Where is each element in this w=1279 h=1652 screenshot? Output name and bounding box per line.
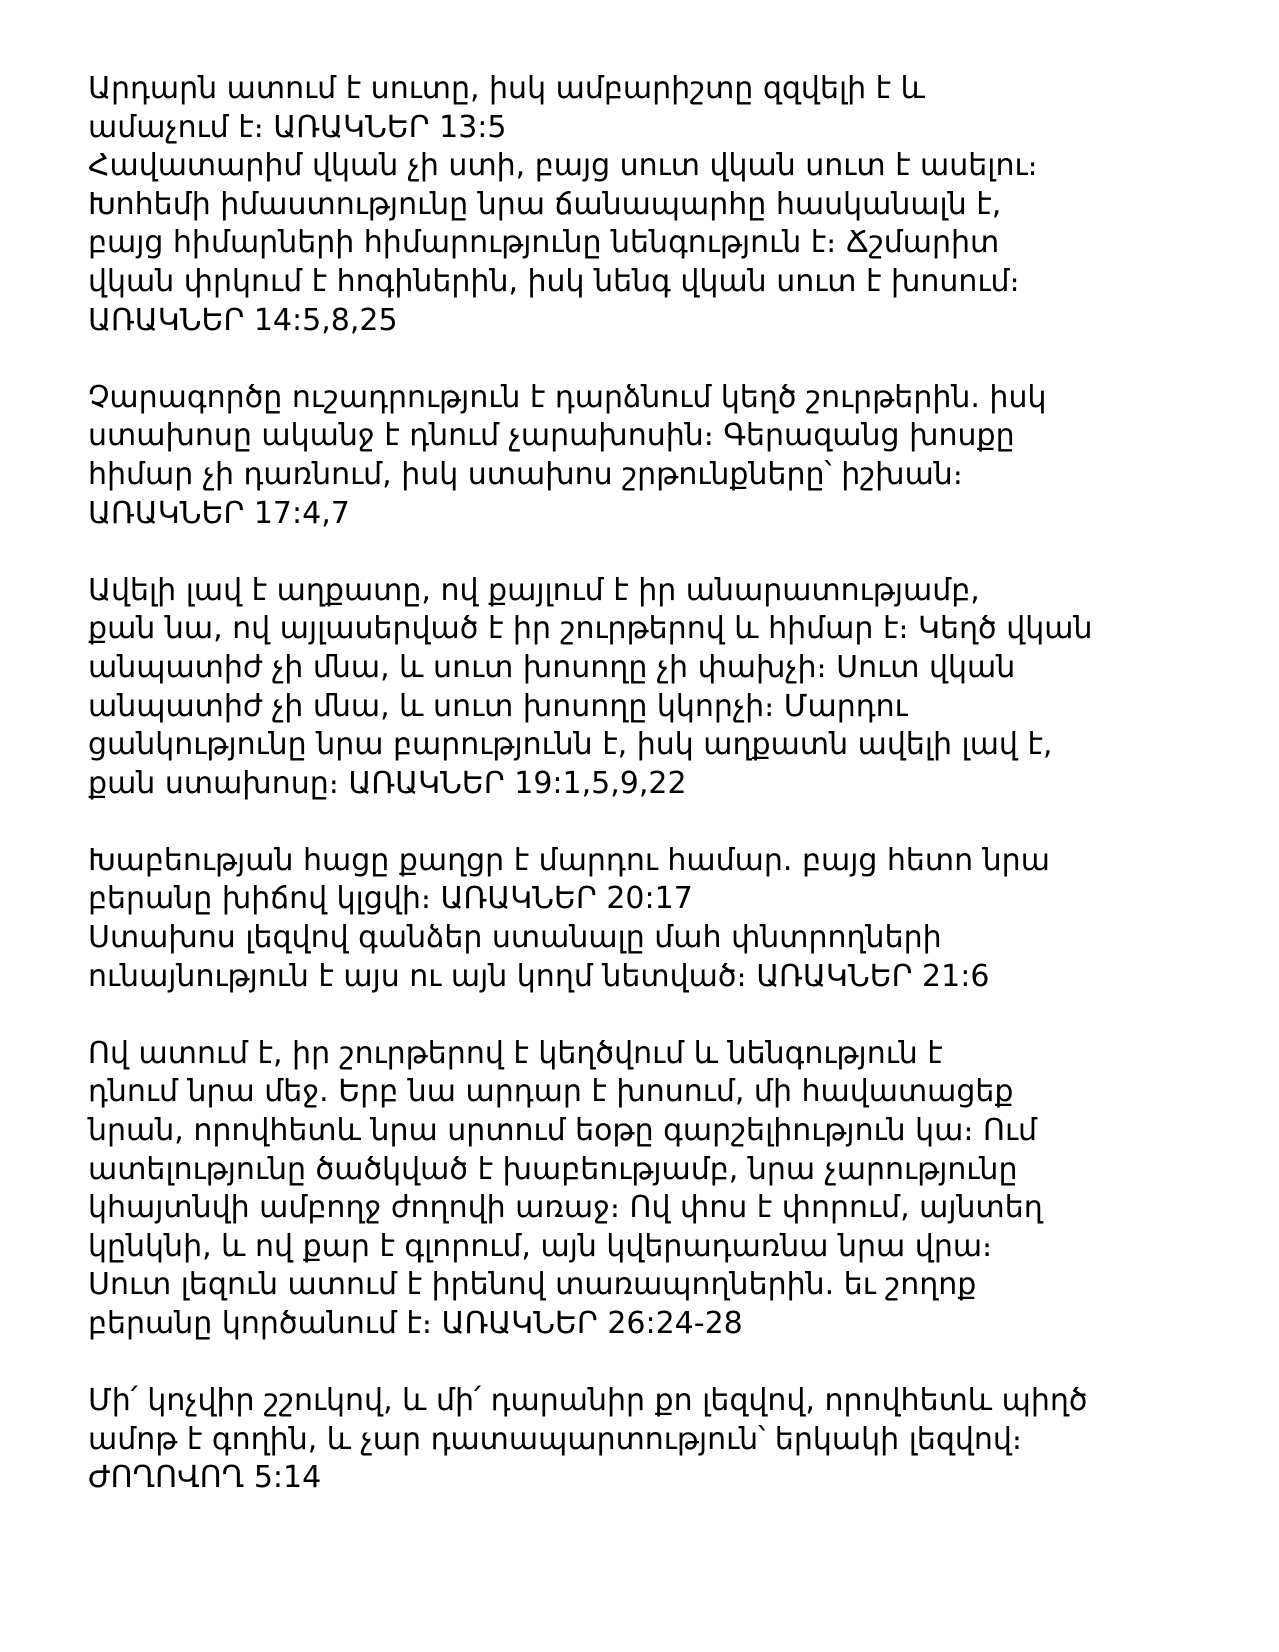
text-line: վկան փրկում է հոգիներին, իսկ նենգ վկան սուտ է խոսում։: [88, 263, 1020, 299]
text-line: Սուտ լեզուն ատում է իրենով տառապողներին. եւ շողոք: [88, 1267, 977, 1303]
paragraph-1: [88, 70, 1228, 340]
text-line: Մի՛ կոչվիր շշուկով, և մի՛ դարանիր քո լեզվով, որովհետև պիղծ: [88, 1383, 1088, 1419]
text-line: Ով ատում է, իր շուրթերով է կեղծվում և նենգություն է: [88, 1035, 943, 1071]
text-line: Խոհեմի իմաստությունը նրա ճանապարհը հասկանալն է,: [88, 186, 1002, 222]
text-line: ԱՌԱԿՆԵՐ 14:5,8,25: [88, 302, 398, 338]
text-line: ստախոսը ականջ է դնում չարախոսին։ Գերազանց խոսքը: [88, 418, 1015, 454]
text-line: բերանը խիճով կլցվի։ ԱՌԱԿՆԵՐ 20:17: [88, 881, 693, 917]
text-line: Ստախոս լեզվով գանձեր ստանալը մահ փնտրողների: [88, 920, 942, 956]
paragraph-5: [88, 1035, 1228, 1344]
text-line: անպատիժ չի մնա, և սուտ խոսողը կկորչի։ Մարդու: [88, 688, 908, 724]
text-line: հիմար չի դառնում, իսկ ստախոս շրթունքները՝ իշխան։: [88, 456, 963, 492]
text-line: անպատիժ չի մնա, և սուտ խոսողը չի փախչի։ Սուտ վկան: [88, 649, 1016, 685]
text-line: բերանը կործանում է։ ԱՌԱԿՆԵՐ 26:24-28: [88, 1306, 743, 1341]
text-line: նրան, որովհետև նրա սրտում եօթը գարշելիություն կա։ Ում: [88, 1113, 1038, 1149]
paragraph-4: [88, 842, 1228, 996]
text-line: Խաբեության հացը քաղցր է մարդու համար. բայց հետո նրա: [88, 842, 1050, 878]
text-line: Ավելի լավ է աղքատը, ով քայլում է իր անարատությամբ,: [88, 572, 980, 608]
text-line: ցանկությունը նրա բարությունն է, իսկ աղքատն ավելի լավ է,: [88, 727, 1053, 763]
text-line: ատելությունը ծածկված է խաբեությամբ, նրա չարությունը: [88, 1151, 1018, 1187]
text-line: Հավատարիմ վկան չի ստի, բայց սուտ վկան սուտ է ասելու։: [88, 148, 1038, 184]
text-line: Չարագործը ուշադրություն է դարձնում կեղծ շուրթերին. իսկ: [88, 379, 1047, 415]
paragraph-2: [88, 379, 1228, 533]
text-line: քան նա, ով այլասերված է իր շուրթերով և հիմար է։ Կեղծ վկան: [88, 611, 1093, 647]
text-line: բայց հիմարների հիմարությունը նենգություն է։ Ճշմարիտ: [88, 225, 1000, 261]
paragraph-3: [88, 572, 1228, 804]
text-line: ամաչում է։ ԱՌԱԿՆԵՐ 13:5: [88, 109, 507, 145]
document-page: [88, 70, 1228, 1498]
text-line: ԺՈՂՈՎՈՂ 5:14: [88, 1460, 322, 1496]
text-line: քան ստախոսը։ ԱՌԱԿՆԵՐ 19:1,5,9,22: [88, 765, 687, 801]
text-line: ԱՌԱԿՆԵՐ 17:4,7: [88, 495, 350, 531]
text-line: կընկնի, և ով քար է գլորում, այն կվերադառնա նրա վրա։: [88, 1228, 993, 1264]
text-line: դնում նրա մեջ. Երբ նա արդար է խոսում, մի հավատացեք: [88, 1074, 1014, 1110]
paragraph-6: [88, 1382, 1228, 1498]
text-line: ամոթ է գողին, և չար դատապարտություն՝ երկակի լեզվով։: [88, 1421, 1023, 1457]
text-line: Արդարն ատում է սուտը, իսկ ամբարիշտը զզվելի է և: [88, 71, 925, 106]
text-line: ունայնություն է այս ու այն կողմ նետված։ ԱՌԱԿՆԵՐ 21:6: [88, 958, 990, 994]
text-line: կհայտնվի ամբողջ ժողովի առաջ։ Ով փոս է փորում, այնտեղ: [88, 1190, 1043, 1226]
